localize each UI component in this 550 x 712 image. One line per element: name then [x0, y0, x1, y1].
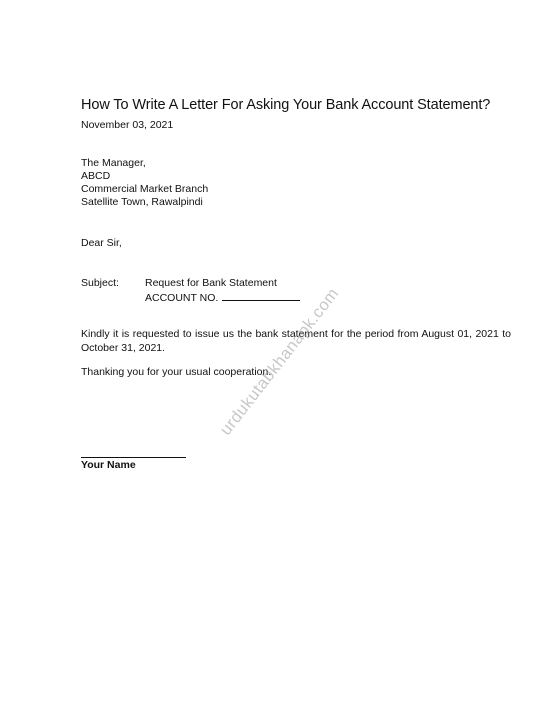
- signature-line: [81, 457, 186, 458]
- subject-block: [145, 277, 300, 305]
- salutation: Dear Sir,: [81, 237, 122, 249]
- letter-body: Kindly it is requested to issue us the bank statement for the period from August 01, 2021 to October 31, 2021.: [81, 328, 511, 354]
- closing-thanks: Thanking you for your usual cooperation.: [81, 366, 272, 378]
- recipient-line-branch: Commercial Market Branch: [81, 183, 209, 195]
- recipient-line-city: Satellite Town, Rawalpindi: [81, 196, 203, 208]
- recipient-line-title: The Manager,: [81, 157, 146, 169]
- recipient-address: [81, 157, 208, 209]
- account-number-row: [145, 290, 300, 305]
- signature-name: Your Name: [81, 459, 136, 471]
- subject-text: Request for Bank Statement: [145, 277, 277, 289]
- document-title: How To Write A Letter For Asking Your Bank Account Statement?: [81, 97, 491, 113]
- watermark-text: urdukutabkhanapk.com: [216, 284, 343, 439]
- account-number-blank-line: [222, 290, 300, 301]
- subject-label: Subject:: [81, 277, 119, 289]
- account-number-label: ACCOUNT NO.: [145, 292, 219, 304]
- recipient-line-bank: ABCD: [81, 170, 111, 182]
- letter-date: November 03, 2021: [81, 119, 174, 131]
